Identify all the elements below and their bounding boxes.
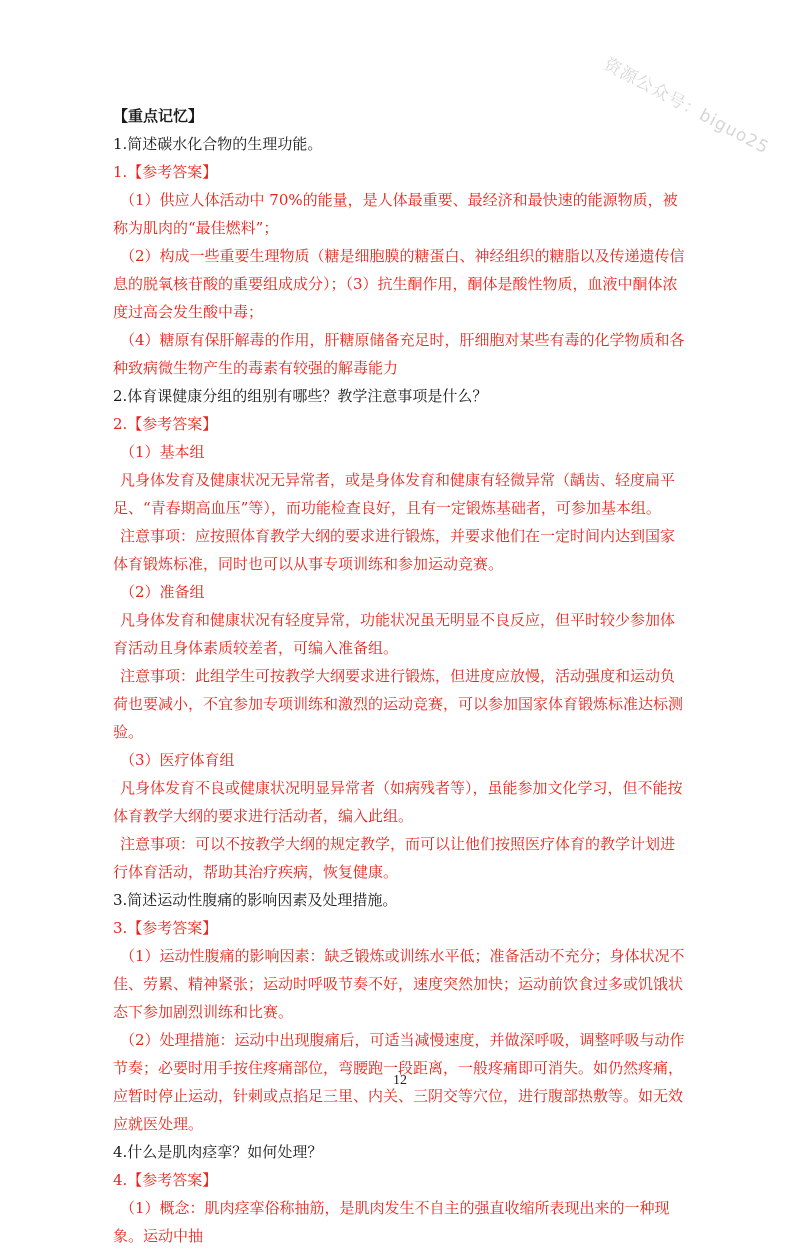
answer-label-1: 1.【参考答案】 [113, 163, 218, 181]
group-1-title: （1）基本组 [120, 443, 205, 461]
question-3: 3.简述运动性腹痛的影响因素及处理措施。 [113, 891, 398, 909]
watermark: 资源公众号：biguo25 [600, 54, 773, 159]
section-heading: 【重点记忆】 [113, 107, 204, 125]
question-1: 1.简述碳水化合物的生理功能。 [113, 135, 323, 153]
group-2-title: （2）准备组 [120, 583, 205, 601]
group-3-title: （3）医疗体育组 [120, 751, 235, 769]
answer-1-paragraph-3: （4）糖原有保肝解毒的作用，肝糖原储备充足时，肝细胞对某些有毒的化学物质和各种致病微生物产生的毒素有较强的解毒能力 [113, 331, 685, 377]
question-2: 2.体育课健康分组的组别有哪些？教学注意事项是什么？ [113, 387, 488, 405]
group-2-note: 注意事项：此组学生可按教学大纲要求进行锻炼，但进度应放慢，活动强度和运动负荷也要减小，不宜参加专项训练和激烈的运动竞赛，可以参加国家体育锻炼标准达标测验。 [113, 667, 684, 741]
page-number: 12 [393, 1073, 407, 1088]
group-3-description: 凡身体发育不良或健康状况明显异常者（如病残者等），虽能参加文化学习，但不能按体育教学大纲的要求进行活动者，编入此组。 [113, 779, 683, 825]
group-3-note: 注意事项：可以不按教学大纲的规定教学，而可以让他们按照医疗体育的教学计划进行体育活动，帮助其治疗疾病，恢复健康。 [113, 835, 676, 881]
answer-4-paragraph-1: （1）概念：肌肉痉挛俗称抽筋，是肌肉发生不自主的强直收缩所表现出来的一种现象。运动中抽 [113, 1199, 670, 1245]
answer-1-paragraph-1: （1）供应人体活动中 70%的能量，是人体最重要、最经济和最快速的能源物质，被称为肌肉的“最佳燃料”； [113, 191, 678, 237]
group-1-description: 凡身体发育及健康状况无异常者，或是身体发育和健康有轻微异常（龋齿、轻度扁平足、“青春期高血压”等），而功能检查良好，且有一定锻炼基础者，可参加基本组。 [113, 471, 676, 517]
answer-label-2: 2.【参考答案】 [113, 415, 218, 433]
answer-1-paragraph-2: （2）构成一些重要生理物质（糖是细胞膜的糖蛋白、神经组织的糖脂以及传递遗传信息的脱氧核苷酸的重要组成成分）；（3）抗生酮作用，酮体是酸性物质，血液中酮体浓度过高会发生酸中毒； [113, 247, 685, 321]
question-4: 4.什么是肌肉痉挛？如何处理？ [113, 1143, 323, 1161]
answer-3-paragraph-2: （2）处理措施：运动中出现腹痛后，可适当减慢速度，并做深呼吸，调整呼吸与动作节奏；必要时用手按住疼痛部位，弯腰跑一段距离，一般疼痛即可消失。如仍然疼痛，应暂时停止运动，针刺或点掐足三里、内关、三阴交等穴位，进行腹部热敷等。如无效应就医处理。 [113, 1031, 685, 1133]
group-2-description: 凡身体发育和健康状况有轻度异常，功能状况虽无明显不良反应，但平时较少参加体育活动且身体素质较差者，可编入准备组。 [113, 611, 676, 657]
answer-3-paragraph-1: （1）运动性腹痛的影响因素：缺乏锻炼或训练水平低；准备活动不充分；身体状况不佳、劳累、精神紧张；运动时呼吸节奏不好，速度突然加快；运动前饮食过多或饥饿状态下参加剧烈训练和比赛。 [113, 947, 685, 1021]
answer-label-4: 4.【参考答案】 [113, 1171, 218, 1189]
answer-label-3: 3.【参考答案】 [113, 919, 218, 937]
group-1-note: 注意事项：应按照体育教学大纲的要求进行锻炼，并要求他们在一定时间内达到国家体育锻炼标准，同时也可以从事专项训练和参加运动竞赛。 [113, 527, 676, 573]
